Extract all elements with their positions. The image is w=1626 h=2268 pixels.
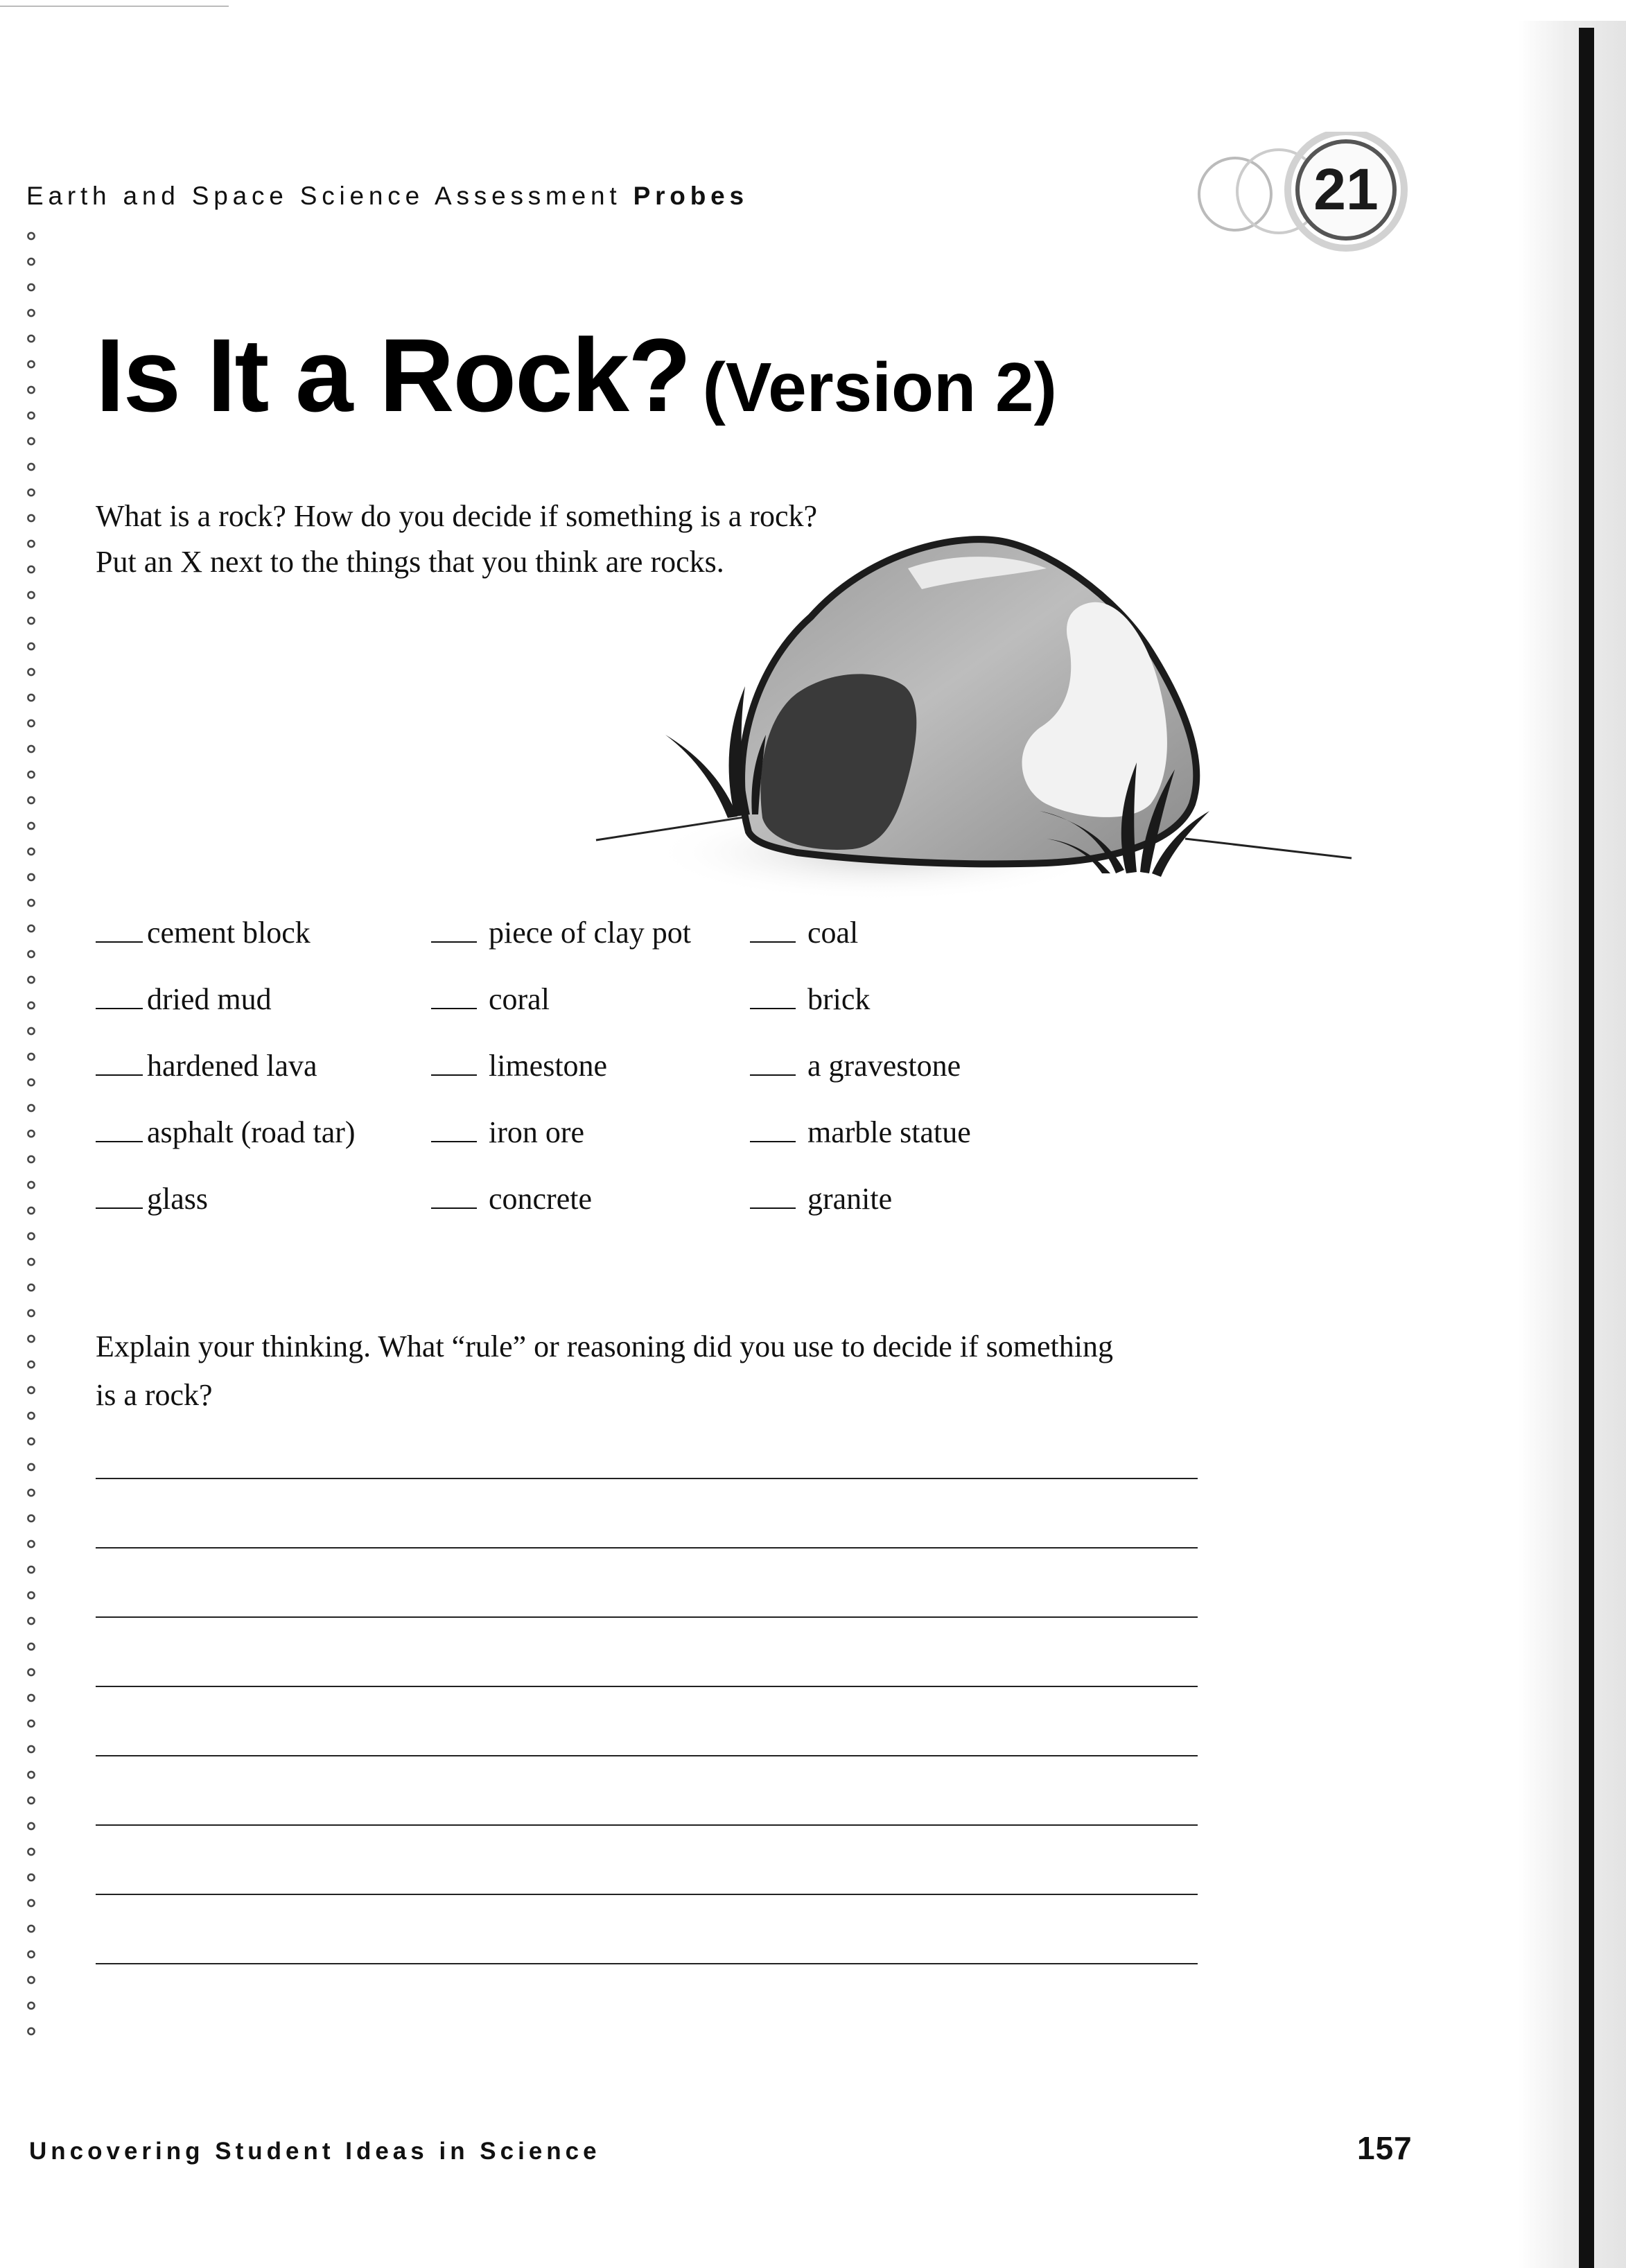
checklist-item-label: brick bbox=[807, 982, 871, 1016]
rock-checklist bbox=[96, 915, 1066, 1241]
scan-artifact-line bbox=[0, 6, 229, 7]
checklist-item-label: marble statue bbox=[807, 1115, 971, 1149]
answer-line[interactable] bbox=[96, 1894, 1198, 1895]
intro-line-1: What is a rock? How do you decide if something is a rock? bbox=[96, 499, 818, 533]
explain-prompt bbox=[96, 1323, 1113, 1420]
answer-line[interactable] bbox=[96, 1963, 1198, 1964]
answer-blank[interactable] bbox=[750, 1067, 796, 1076]
checklist-item[interactable] bbox=[431, 1048, 607, 1083]
checklist-item-label: coal bbox=[807, 916, 859, 950]
checklist-item[interactable] bbox=[96, 915, 311, 950]
checklist-item[interactable] bbox=[431, 1181, 592, 1216]
answer-line[interactable] bbox=[96, 1478, 1198, 1479]
badge-ring-left bbox=[1199, 158, 1271, 230]
checklist-item[interactable] bbox=[96, 1048, 317, 1083]
checklist-item[interactable] bbox=[96, 982, 272, 1017]
answer-blank[interactable] bbox=[431, 934, 477, 943]
running-header bbox=[26, 182, 749, 211]
checklist-item[interactable] bbox=[750, 1181, 892, 1216]
footer-book-title: Uncovering Student Ideas in Science bbox=[29, 2138, 601, 2165]
checklist-item[interactable] bbox=[750, 915, 858, 950]
answer-blank[interactable] bbox=[96, 1201, 143, 1209]
probe-number-badge bbox=[1192, 132, 1442, 256]
checklist-item-label: asphalt (road tar) bbox=[147, 1115, 356, 1149]
checklist-item-label: granite bbox=[807, 1182, 893, 1216]
prompt-line-1: Explain your thinking. What “rule” or reasoning did you use to decide if something bbox=[96, 1329, 1113, 1363]
intro-line-2: Put an X next to the things that you think are rocks. bbox=[96, 545, 724, 579]
answer-line[interactable] bbox=[96, 1686, 1198, 1687]
checklist-item-label: glass bbox=[147, 1182, 208, 1216]
checklist-item[interactable] bbox=[431, 915, 691, 950]
checklist-item[interactable] bbox=[96, 1181, 208, 1216]
checklist-item-label: a gravestone bbox=[807, 1049, 961, 1083]
answer-blank[interactable] bbox=[96, 934, 143, 943]
checklist-item[interactable] bbox=[750, 982, 870, 1017]
page-gutter-shadow bbox=[1518, 21, 1626, 2268]
header-series-bold: Probes bbox=[633, 182, 749, 210]
answer-line[interactable] bbox=[96, 1547, 1198, 1549]
page-number: 157 bbox=[1357, 2130, 1413, 2166]
title-version: (Version 2) bbox=[702, 349, 1057, 426]
answer-line[interactable] bbox=[96, 1824, 1198, 1826]
rock-illustration bbox=[589, 527, 1358, 915]
answer-blank[interactable] bbox=[431, 1134, 477, 1142]
checklist-item[interactable] bbox=[96, 1115, 356, 1150]
answer-blank[interactable] bbox=[431, 1201, 477, 1209]
checklist-item-label: cement block bbox=[147, 916, 311, 950]
answer-blank[interactable] bbox=[750, 934, 796, 943]
prompt-line-2: is a rock? bbox=[96, 1378, 213, 1412]
decorative-dot-column bbox=[26, 223, 36, 2039]
header-series-text: Earth and Space Science Assessment bbox=[26, 182, 622, 210]
answer-line[interactable] bbox=[96, 1755, 1198, 1756]
answer-blank[interactable] bbox=[96, 1001, 143, 1009]
answer-blank[interactable] bbox=[431, 1001, 477, 1009]
checklist-item-label: piece of clay pot bbox=[489, 916, 691, 950]
checklist-item[interactable] bbox=[750, 1115, 971, 1150]
answer-blank[interactable] bbox=[96, 1067, 143, 1076]
checklist-item[interactable] bbox=[750, 1048, 961, 1083]
checklist-item-label: hardened lava bbox=[147, 1049, 317, 1083]
answer-blank[interactable] bbox=[750, 1001, 796, 1009]
checklist-item[interactable] bbox=[431, 1115, 584, 1150]
ground-line-right bbox=[1185, 839, 1352, 858]
page-title bbox=[96, 315, 1057, 435]
answer-blank[interactable] bbox=[750, 1134, 796, 1142]
checklist-item-label: iron ore bbox=[489, 1115, 585, 1149]
checklist-item[interactable] bbox=[431, 982, 550, 1017]
probe-number: 21 bbox=[1313, 157, 1379, 222]
checklist-item-label: concrete bbox=[489, 1182, 592, 1216]
checklist-item-label: dried mud bbox=[147, 982, 272, 1016]
answer-line[interactable] bbox=[96, 1616, 1198, 1618]
answer-blank[interactable] bbox=[431, 1067, 477, 1076]
checklist-item-label: coral bbox=[489, 982, 550, 1016]
answer-blank[interactable] bbox=[750, 1201, 796, 1209]
answer-blank[interactable] bbox=[96, 1134, 143, 1142]
page-binding-edge bbox=[1579, 28, 1594, 2268]
checklist-item-label: limestone bbox=[489, 1049, 608, 1083]
title-main: Is It a Rock? bbox=[96, 317, 690, 433]
